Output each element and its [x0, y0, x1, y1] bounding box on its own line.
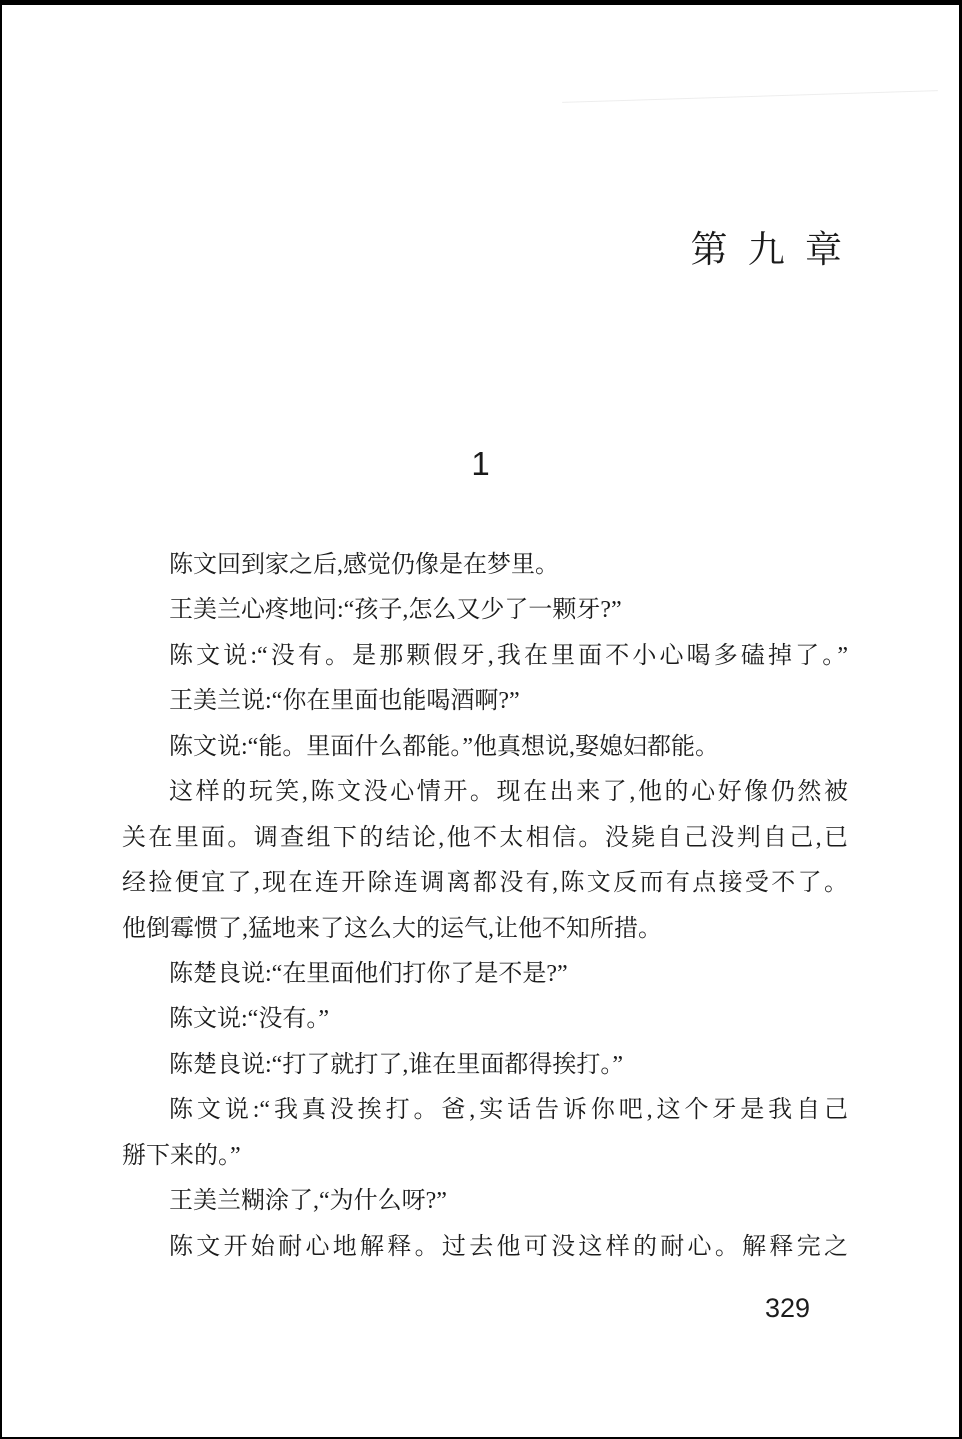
text-line: 陈文说:“能。里面什么都能。”他真想说,娶媳妇都能。 — [169, 733, 719, 760]
text-line: 他倒霉惯了,猛地来了这么大的运气,让他不知所措。 — [122, 915, 662, 942]
text-line: 陈文说:“我真没挨打。爸,实话告诉你吧,这个牙是我自己 — [169, 1097, 848, 1124]
text-line: 陈楚良说:“打了就打了,谁在里面都得挨打。” — [169, 1051, 623, 1078]
text-line: 陈文说:“没有。是那颗假牙,我在里面不小心喝多磕掉了。” — [169, 642, 848, 669]
text-line: 关在里面。调查组下的结论,他不太相信。没毙自己没判自己,已 — [122, 824, 848, 851]
text-line: 掰下来的。” — [122, 1142, 241, 1169]
text-line: 陈文说:“没有。” — [169, 1006, 329, 1033]
page-number: 329 — [765, 1293, 811, 1323]
text-line: 陈文开始耐心地解释。过去他可没这样的耐心。解释完之 — [169, 1233, 848, 1260]
text-line: 王美兰糊涂了,“为什么呀?” — [169, 1188, 447, 1215]
text-line: 陈楚良说:“在里面他们打你了是不是?” — [169, 960, 568, 987]
text-line: 这样的玩笑,陈文没心情开。现在出来了,他的心好像仍然被 — [169, 779, 848, 806]
scan-artifact-line — [562, 90, 938, 103]
text-line: 王美兰说:“你在里面也能喝酒啊?” — [169, 688, 520, 715]
text-line: 王美兰心疼地问:“孩子,怎么又少了一颗牙?” — [169, 597, 622, 624]
section-number: 1 — [471, 445, 490, 482]
text-line: 经捡便宜了,现在连开除连调离都没有,陈文反而有点接受不了。 — [122, 870, 848, 897]
body-text — [122, 543, 848, 1270]
book-page — [2, 5, 959, 1437]
chapter-title: 第 九 章 — [690, 229, 847, 270]
text-line: 陈文回到家之后,感觉仍像是在梦里。 — [169, 552, 559, 578]
